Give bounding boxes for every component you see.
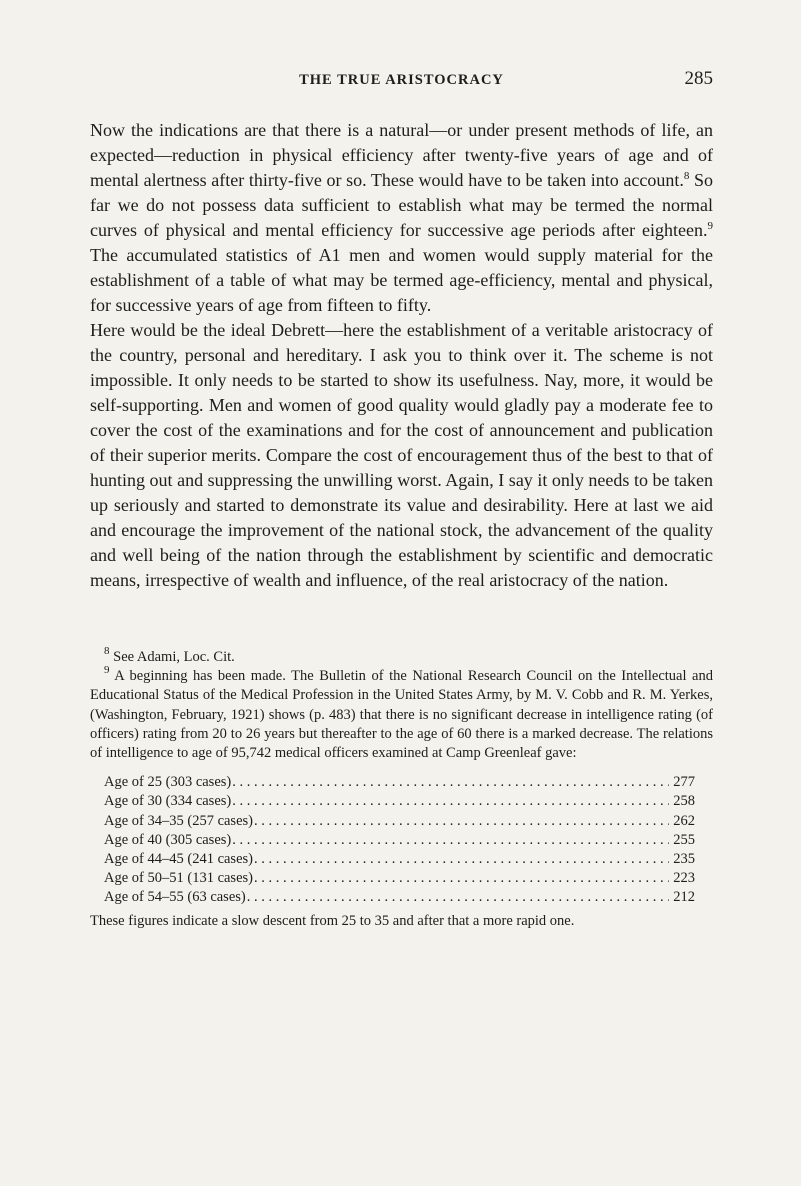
rating-value: 235 bbox=[673, 850, 695, 867]
table-row bbox=[104, 850, 695, 869]
paragraph-1-part-2: So far we do not possess data sufficient to establish what may be termed the normal curves of physical and mental efficiency for successive age periods after eighteen. bbox=[90, 170, 713, 240]
leader-dots bbox=[232, 773, 669, 792]
leader-dots bbox=[247, 888, 670, 907]
body-text bbox=[90, 118, 713, 593]
paragraph-1-part-3: The accumulated statistics of A1 men and women would supply material for the establishment of a table of what may be termed age-efficiency, mental and physical, for successive years of age from fifteen to fifty. bbox=[90, 245, 713, 315]
rating-value: 277 bbox=[673, 774, 695, 791]
table-row bbox=[104, 773, 695, 792]
rating-value: 262 bbox=[673, 812, 695, 829]
footnote-ref-9: 9 bbox=[707, 220, 713, 232]
paragraph-2: Here would be the ideal Debrett—here the establishment of a veritable aristocracy of the country, personal and hereditary. I ask you to think over it. The scheme is not impossible. It only needs to be started to show its usefulness. Nay, more, it would be self-supporting. Men and women of good quality would gladly pay a moderate fee to cover the cost of the examinations and for the cost of announcement and publication of their superior merits. Compare the cost of encouragement thus of the best to that of hunting out and suppressing the unwilling worst. Again, I say it only needs to be taken up seriously and started to demonstrate its value and desirability. Here at last we aid and encourage the improvement of the national stock, the advancement of the quality and well being of the nation through the establishment by scientific and democratic means, irrespective of wealth and influence, of the real aristocracy of the nation. bbox=[90, 320, 713, 590]
closing-note: These figures indicate a slow descent from 25 to 35 and after that a more rapid one. bbox=[90, 912, 575, 929]
page-header bbox=[90, 68, 713, 92]
table-row bbox=[104, 792, 695, 811]
age-label: Age of 40 (305 cases) bbox=[104, 831, 232, 848]
footnote-8 bbox=[90, 645, 713, 667]
footnotes bbox=[90, 645, 713, 931]
rating-value: 258 bbox=[673, 793, 695, 810]
footnote-mark: 8 bbox=[104, 645, 110, 657]
age-intelligence-table bbox=[104, 773, 695, 907]
rating-value: 223 bbox=[673, 870, 695, 887]
page-number: 285 bbox=[684, 68, 713, 89]
rating-value: 255 bbox=[673, 831, 695, 848]
age-label: Age of 54–55 (63 cases) bbox=[104, 889, 246, 906]
age-label: Age of 25 (303 cases) bbox=[104, 774, 232, 791]
table-row bbox=[104, 888, 695, 907]
age-label: Age of 34–35 (257 cases) bbox=[104, 812, 253, 829]
footnote-9 bbox=[90, 664, 713, 763]
paragraph-1 bbox=[90, 118, 713, 318]
age-label: Age of 50–51 (131 cases) bbox=[104, 870, 253, 887]
footnote-text: A beginning has been made. The Bulletin of the National Research Council on the Intellectual and Educational Status of the Medical Profession in the United States Army, by M. V. Cobb and R. M. Yerkes, (Washington, February, 1921) shows (p. 483) that there is no significant decrease in intelligence rating (of officers) rating from 20 to 26 years but thereafter to the age of 60 there is a marked decrease. The relations of intelligence to age of 95,742 medical officers examined at Camp Greenleaf gave: bbox=[90, 668, 713, 762]
paragraph-1-part-1: Now the indications are that there is a natural—or under present methods of life, an expected—reduction in physical efficiency after twenty-five years of age and of mental alertness after thirty-five or so. These would have to be taken into account. bbox=[90, 120, 713, 190]
footnote-mark: 9 bbox=[104, 664, 110, 677]
leader-dots bbox=[254, 812, 669, 831]
table-row bbox=[104, 812, 695, 831]
age-label: Age of 30 (334 cases) bbox=[104, 793, 232, 810]
rating-value: 212 bbox=[673, 889, 695, 906]
age-label: Age of 44–45 (241 cases) bbox=[104, 850, 253, 867]
running-head: THE TRUE ARISTOCRACY bbox=[299, 72, 504, 88]
leader-dots bbox=[254, 850, 669, 869]
leader-dots bbox=[254, 869, 669, 888]
leader-dots bbox=[232, 792, 669, 811]
table-row bbox=[104, 869, 695, 888]
table-row bbox=[104, 831, 695, 850]
leader-dots bbox=[232, 831, 669, 850]
footnote-ref-8: 8 bbox=[683, 170, 690, 182]
footnote-text: See Adami, Loc. Cit. bbox=[109, 649, 235, 665]
